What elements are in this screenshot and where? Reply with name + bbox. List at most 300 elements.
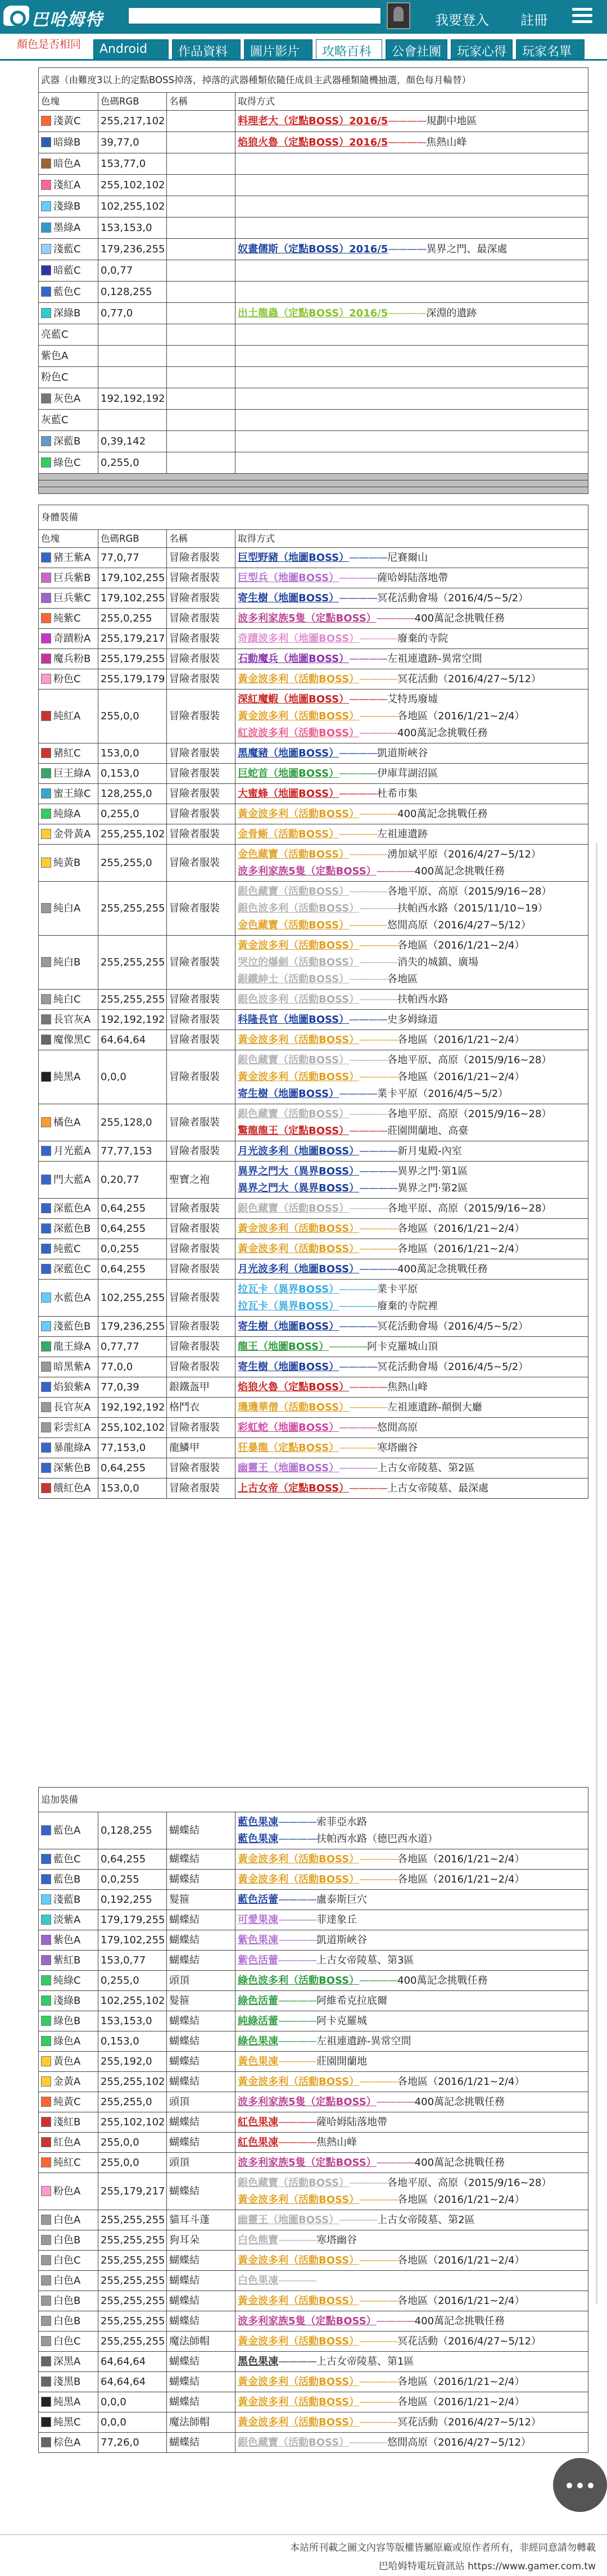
boss-link[interactable]: 銀鐵紳士（活動BOSS）	[238, 973, 350, 985]
drop-location: 扶帕西水路（德巴西水道）	[316, 1833, 438, 1845]
dash-separator: ————	[359, 632, 398, 645]
color-swatch	[41, 1264, 51, 1274]
drop-location: 上古女帝陵墓、第1區	[316, 2355, 414, 2368]
boss-link[interactable]: 大蜜蜂（地圖BOSS）	[238, 787, 339, 800]
color-swatch	[41, 2275, 51, 2285]
boss-link[interactable]: 狂暴龍（定點BOSS）	[238, 1441, 339, 1454]
boss-link[interactable]: 彩虹蛇（地圖BOSS）	[238, 1421, 339, 1434]
boss-link[interactable]: 黃金波多利（活動BOSS）	[238, 2416, 360, 2428]
boss-link[interactable]: 出土龍蟲（定點BOSS）2016/5	[238, 307, 388, 319]
boss-link[interactable]: 黃金波多利（活動BOSS）	[238, 939, 360, 951]
color-swatch	[41, 674, 51, 684]
boss-link[interactable]: 寄生樹（地圖BOSS）	[238, 1320, 339, 1332]
color-name: 暴龍綠A	[53, 1441, 91, 1454]
drop-location: 業卡平原（2016/4/5~5/2）	[377, 1087, 509, 1100]
boss-link[interactable]: 焰狼火魯（定點BOSS）	[238, 1381, 350, 1393]
color-swatch	[41, 633, 51, 643]
color-swatch	[41, 1854, 51, 1864]
dash-separator: ————	[359, 2294, 398, 2307]
scrollbar-track[interactable]	[596, 843, 597, 2304]
boss-link[interactable]: 月光波多利（地圖BOSS）	[238, 1263, 360, 1275]
drop-location: 400萬記念挑戰任務	[397, 1263, 488, 1275]
drop-location: 消失的城鎮、廣場	[397, 956, 479, 968]
drop-location: 各地區（2016/1/21~2/4）	[397, 1222, 525, 1235]
drop-source	[238, 745, 586, 762]
dash-separator: ————	[349, 693, 388, 705]
color-swatch	[41, 1915, 51, 1925]
color-swatch	[41, 593, 51, 603]
boss-link[interactable]: 黃色果凍	[238, 2055, 278, 2067]
table-row: 暗綠B 39,77,0 焰狼火魯（定點BOSS）2016/5————焦熱山峰	[39, 132, 588, 153]
color-swatch	[41, 2186, 51, 2196]
drop-source	[238, 1052, 586, 1069]
drop-source	[238, 2333, 586, 2350]
boss-link[interactable]: 銀色藏寶（活動BOSS）	[238, 885, 350, 897]
boss-link[interactable]: 科隆長官（地圖BOSS）	[238, 1013, 350, 1026]
boss-link[interactable]: 銀色波多利（活動BOSS）	[238, 993, 360, 1005]
color-swatch	[41, 2235, 51, 2245]
boss-link[interactable]: 黃金波多利（活動BOSS）	[238, 808, 360, 820]
dash-separator: ————	[376, 612, 415, 624]
dash-separator: ————	[359, 2416, 398, 2428]
boss-link[interactable]: 綠色活蕾	[238, 1994, 278, 2007]
color-swatch	[41, 1825, 51, 1835]
table-row: 金骨黃A 255,255,102 冒險者服裝 金骨蜥（活動BOSS）————左祖連遺跡	[39, 824, 588, 845]
dash-separator: ————	[388, 136, 427, 148]
color-name: 暗綠B	[53, 136, 81, 148]
table-row	[39, 324, 588, 346]
drop-source	[238, 2212, 586, 2229]
color-swatch	[41, 2076, 51, 2087]
avatar[interactable]	[387, 2, 410, 29]
tab-2[interactable]: 圖片影片	[244, 39, 312, 59]
column-header: 色碼RGB	[98, 93, 167, 111]
boss-link[interactable]: 巨蛇首（地圖BOSS）	[238, 767, 339, 779]
boss-link[interactable]: 拉瓦卡（異界BOSS）	[238, 1283, 339, 1295]
table-row: 綠色B 153,153,0 蝴蝶結 純綠活蕾————阿卡克羅城	[39, 2011, 588, 2031]
boss-link[interactable]: 金色藏寶（活動BOSS）	[238, 919, 350, 931]
color-swatch	[41, 1117, 51, 1127]
color-name: 白色C	[53, 2335, 81, 2347]
table-row: 門大藍A 0,20,77 聖寶之袍 異界之門大（異界BOSS）————異界之門‧第1區 異界之門大（異界BOSS）————異界之門‧第2區	[39, 1162, 588, 1199]
drop-location: 凱道斯峽谷	[377, 747, 428, 759]
table-row: 暴龍綠A 77,153,0 龍鱗甲 狂暴龍（定點BOSS）————寒塔幽谷	[39, 1438, 588, 1458]
boss-link[interactable]: 銀色藏寶（活動BOSS）	[238, 1054, 350, 1066]
more-actions-button[interactable]	[553, 2458, 607, 2512]
color-swatch	[41, 2397, 51, 2407]
color-name: 純白C	[53, 993, 81, 1005]
drop-source	[238, 1952, 586, 1969]
color-swatch	[41, 393, 51, 403]
drop-source	[238, 937, 586, 954]
boss-link[interactable]: 紅色果凍	[238, 2136, 278, 2148]
dash-separator: ————	[278, 2136, 316, 2148]
boss-link[interactable]: 黃金波多利（活動BOSS）	[238, 1033, 360, 1046]
table-row: 巨王綠A 0,153,0 冒險者服裝 巨蛇首（地圖BOSS）————伊庫茸湖沼區	[39, 764, 588, 784]
boss-link[interactable]: 金色藏寶（活動BOSS）	[238, 848, 350, 860]
boss-link[interactable]: 可愛果凍	[238, 1913, 278, 1926]
boss-link[interactable]: 石動魔兵（地圖BOSS）	[238, 652, 350, 665]
boss-link[interactable]: 銀色藏寶（活動BOSS）	[238, 2176, 350, 2189]
color-name: 墨綠A	[53, 221, 81, 234]
weapon-color-table	[38, 67, 588, 494]
boss-link[interactable]: 黑色果凍	[238, 2355, 278, 2368]
drop-source	[238, 2175, 586, 2192]
boss-link[interactable]: 焰狼火魯（定點BOSS）2016/5	[238, 136, 388, 148]
table-row: 奇蹟粉A 255,179,217 冒險者服裝 奇蹟波多利（地圖BOSS）————廢棄的寺院	[39, 629, 588, 649]
boss-link[interactable]: 黃金波多利（活動BOSS）	[238, 1853, 360, 1865]
color-name: 長官灰A	[53, 1401, 91, 1413]
table-row: 長官灰A 192,192,192 冒險者服裝 科隆長官（地圖BOSS）————史多姆綠道	[39, 1010, 588, 1030]
boss-link[interactable]: 白色果凍	[238, 2274, 278, 2287]
color-swatch	[41, 1292, 51, 1303]
color-name: 白色B	[53, 2315, 81, 2327]
color-swatch	[41, 2377, 51, 2387]
color-name: 淺藍B	[53, 1893, 81, 1906]
table-row: 深藍色B 0,64,255 冒險者服裝 黃金波多利（活動BOSS）————各地區（2016/1/21~2/4）	[39, 1219, 588, 1239]
boss-link[interactable]: 波多利家族5隻（定點BOSS）	[238, 2096, 377, 2108]
boss-link[interactable]: 藍色果凍	[238, 1816, 278, 1828]
dash-separator: ————	[278, 2015, 316, 2027]
table-row: 純白C 255,255,255 冒險者服裝 銀色波多利（活動BOSS）————扶帕西水路	[39, 990, 588, 1010]
dash-separator: ————	[278, 1994, 316, 2007]
tab-3[interactable]: 攻略百科	[316, 39, 382, 59]
drop-location: 400萬記念挑戰任務	[414, 612, 505, 624]
boss-link[interactable]: 異界之門大（異界BOSS）	[238, 1182, 360, 1194]
boss-link[interactable]: 黃金波多利（活動BOSS）	[238, 2375, 360, 2388]
boss-link[interactable]: 黃金波多利（活動BOSS）	[238, 2335, 360, 2347]
drop-source	[238, 570, 586, 587]
color-name: 白色A	[53, 2214, 81, 2226]
footer-site: 巴哈姆特電玩資訊站 https://www.gamer.com.tw	[378, 2561, 596, 2572]
dash-separator: ————	[376, 2096, 415, 2108]
table-row: 白色C 255,255,255 蝴蝶結 黃金波多利（活動BOSS）————各地區（2016/1/21~2/4）	[39, 2251, 588, 2271]
boss-link[interactable]: 寄生樹（地圖BOSS）	[238, 1087, 339, 1100]
drop-location: 各地平原、高原（2015/9/16~28）	[387, 1054, 552, 1066]
table-row: 紅色A 255,0,0 蝴蝶結 紅色果凍————焦熱山峰	[39, 2133, 588, 2153]
color-swatch	[41, 1321, 51, 1331]
boss-link[interactable]: 紅波波多利（活動BOSS）	[238, 727, 360, 739]
drop-location: 400萬記念挑戰任務	[414, 865, 505, 877]
dash-separator: ————	[359, 1071, 398, 1083]
table-row: 焰狼紫A 77,0,39 銀鐵盔甲 焰狼火魯（定點BOSS）————焦熱山峰	[39, 1377, 588, 1398]
boss-link[interactable]: 綠色果凍	[238, 2035, 278, 2047]
boss-link[interactable]: 寄生樹（地圖BOSS）	[238, 592, 339, 604]
table-row: 純綠C 0,255,0 頭頂 綠色波多利（活動BOSS）————400萬記念挑戰任務	[39, 1971, 588, 1991]
color-name: 紫紅B	[53, 1954, 81, 1966]
boss-link[interactable]: 黃金波多利（活動BOSS）	[238, 2193, 360, 2206]
drop-location: 廢棄的寺院裡	[377, 1300, 438, 1312]
drop-location: 冥花活動（2016/4/27~5/12）	[397, 673, 541, 685]
boss-link[interactable]: 黃金波多利（活動BOSS）	[238, 673, 360, 685]
table-row: 純黃B 255,255,0 冒險者服裝 金色藏寶（活動BOSS）————湧加斌平原（2016/4/27~5/12） 波多利家族5隻（定點BOSS）————400萬記念挑戰任務	[39, 845, 588, 882]
color-name: 深藍B	[53, 435, 81, 447]
separator-row	[39, 474, 588, 480]
drop-location: 各地平原、高原（2015/9/16~28）	[387, 2176, 552, 2189]
color-swatch	[41, 1463, 51, 1473]
footer-copyright: 本站所刊載之圖文內容等版權皆屬原廠或原作者所有，非經同意請勿轉載	[290, 2542, 596, 2554]
drop-source	[238, 765, 586, 782]
color-name: 淺藍C	[53, 243, 81, 255]
boss-link[interactable]: 波多利家族5隻（定點BOSS）	[238, 2156, 377, 2169]
dash-separator: ————	[349, 1013, 388, 1026]
boss-link[interactable]: 幽靈王（地圖BOSS）	[238, 1462, 339, 1474]
color-swatch	[41, 1174, 51, 1185]
dash-separator: ————	[359, 2396, 398, 2408]
boss-link[interactable]: 黃金波多利（活動BOSS）	[238, 2075, 360, 2088]
table-row: 暗藍C 0,0,77	[39, 260, 588, 282]
color-swatch	[41, 436, 51, 446]
color-name: 魔像黑C	[53, 1033, 91, 1046]
prev-page-hint[interactable]: 顏色是否相同	[17, 38, 81, 51]
color-swatch	[41, 1035, 51, 1045]
drop-source	[238, 2414, 586, 2431]
drop-source	[238, 590, 586, 607]
boss-link[interactable]: 黃金波多利（活動BOSS）	[238, 2294, 360, 2307]
drop-source	[238, 651, 586, 668]
drop-source	[238, 708, 586, 725]
hamburger-menu-icon[interactable]	[572, 8, 592, 26]
boss-link[interactable]: 紅色果凍	[238, 2116, 278, 2128]
boss-link[interactable]: 銀色藏寶（活動BOSS）	[238, 1202, 350, 1214]
dash-separator: ————	[359, 956, 398, 968]
drop-location: 艾特馬廢墟	[387, 693, 438, 705]
drop-source	[238, 1932, 586, 1949]
drop-location: 深淵的遺跡	[426, 307, 477, 319]
drop-source	[238, 971, 586, 988]
drop-location: 悠閒高原	[377, 1421, 418, 1434]
boss-link[interactable]: 波多利家族5隻（定點BOSS）	[238, 612, 377, 624]
dash-separator: ————	[278, 1913, 316, 1926]
drop-location: 冥花活動會場（2016/4/5~5/2）	[377, 1360, 529, 1373]
dash-separator: ————	[376, 2156, 415, 2169]
boss-link[interactable]: 幽靈王（地圖BOSS）	[238, 2214, 339, 2226]
drop-source	[238, 1106, 586, 1123]
boss-link[interactable]: 巨型兵（地圖BOSS）	[238, 572, 339, 584]
boss-link[interactable]: 白色熊寶	[238, 2234, 278, 2246]
color-swatch	[41, 903, 51, 913]
dash-separator: ————	[339, 1283, 378, 1295]
boss-link[interactable]: 上古女帝（定點BOSS）	[238, 1482, 350, 1494]
drop-location: 各地區（2016/1/21~2/4）	[397, 2075, 525, 2088]
drop-source	[238, 2293, 586, 2310]
boss-link[interactable]: 銀色波多利（活動BOSS）	[238, 902, 360, 914]
boss-link[interactable]: 黃金波多利（活動BOSS）	[238, 2396, 360, 2408]
table-row: 淡紫A 179,179,255 蝴蝶結 可愛果凍————菲達象丘	[39, 1910, 588, 1930]
site-logo[interactable]	[3, 4, 116, 28]
boss-link[interactable]: 璣璣華僧（活動BOSS）	[238, 1401, 350, 1413]
table-row: 深紫色B 0,64,255 冒險者服裝 幽靈王（地圖BOSS）————上古女帝陵墓、第2區	[39, 1458, 588, 1479]
tab-5[interactable]: 玩家心得	[451, 39, 513, 59]
boss-link[interactable]: 銀色藏寶（活動BOSS）	[238, 1108, 350, 1120]
drop-source	[238, 846, 586, 863]
drop-location: 異界之門、最深處	[426, 243, 508, 255]
boss-link[interactable]: 拉瓦卡（異界BOSS）	[238, 1300, 339, 1312]
login-link[interactable]: 我要登入	[435, 12, 489, 28]
search-input[interactable]	[128, 7, 381, 24]
boss-link[interactable]: 銀色藏寶（活動BOSS）	[238, 2436, 350, 2448]
boss-link[interactable]: 異界之門大（異界BOSS）	[238, 1165, 360, 1177]
drop-location: 盧泰斯巨穴	[316, 1893, 367, 1906]
boss-link[interactable]: 黃金波多利（活動BOSS）	[238, 1873, 360, 1885]
boss-link[interactable]: 紫色活蕾	[238, 1954, 278, 1966]
drop-source	[238, 1480, 586, 1497]
column-header: 名稱	[167, 93, 235, 111]
color-name: 深藍色B	[53, 1222, 91, 1235]
table-row: 白色A 255,255,255 貓耳斗蓬 幽靈王（地圖BOSS）————上古女帝陵墓、第2區	[39, 2210, 588, 2230]
color-swatch	[41, 223, 51, 233]
table-row: 暗黑紫A 77,0,0 冒險者服裝 寄生樹（地圖BOSS）————冥花活動會場（2016/4/5~5/2）	[39, 1357, 588, 1377]
drop-source	[238, 305, 586, 322]
table-row: 純黑A 0,0,0 蝴蝶結 黃金波多利（活動BOSS）————各地區（2016/1/21~2/4）	[39, 2392, 588, 2412]
color-name: 純黑A	[53, 1071, 81, 1083]
drop-location: 冥花活動（2016/4/27~5/12）	[397, 2416, 541, 2428]
drop-source	[238, 2232, 586, 2249]
drop-source	[238, 1912, 586, 1929]
color-swatch	[41, 180, 51, 190]
drop-source	[238, 1419, 586, 1436]
tab-0[interactable]: Android	[93, 39, 169, 59]
boss-link[interactable]: 波多利家族5隻（定點BOSS）	[238, 865, 377, 877]
drop-location: 冥花活動（2016/4/27~5/12）	[397, 2335, 541, 2347]
table-row: 藍色A 0,128,255 蝴蝶結 藍色果凍————索菲亞水路 藍色果凍————扶帕西水路（德巴西水道）	[39, 1812, 588, 1849]
color-name: 綠色B	[53, 2015, 81, 2027]
drop-location: 400萬記念挑戰任務	[397, 1974, 488, 1987]
drop-source	[238, 2053, 586, 2070]
color-name: 白色B	[53, 2294, 81, 2307]
color-name: 月光藍A	[53, 1145, 91, 1157]
boss-link[interactable]: 寄生樹（地圖BOSS）	[238, 1360, 339, 1373]
tab-4[interactable]: 公會社團	[386, 39, 447, 59]
boss-link[interactable]: 驚龍龍王（定點BOSS）	[238, 1124, 350, 1137]
table-row	[39, 367, 588, 388]
color-name: 暗色A	[53, 157, 81, 170]
color-name: 紅色A	[53, 2136, 81, 2148]
boss-link[interactable]: 黃金波多利（活動BOSS）	[238, 1242, 360, 1255]
drop-location: 左祖連遺跡	[377, 828, 428, 840]
color-name: 純白B	[53, 956, 81, 968]
tab-6[interactable]: 玩家名單	[516, 39, 585, 59]
color-name: 藍色A	[53, 1824, 81, 1836]
section-title: 武器（由難度3以上的定點BOSS掉落，掉落的武器種類依隨任成員主武器種類隨機抽選，顏色每月輪替）	[39, 68, 588, 93]
boss-link[interactable]: 藍色果凍	[238, 1833, 278, 1845]
boss-link[interactable]: 奇蹟波多利（地圖BOSS）	[238, 632, 360, 645]
color-name: 蜜王綠C	[53, 787, 91, 800]
drop-location: 各地區（2016/1/21~2/4）	[397, 1071, 525, 1083]
color-swatch	[41, 1223, 51, 1233]
boss-link[interactable]: 料理老大（定點BOSS）2016/5	[238, 115, 388, 127]
color-name: 純紅C	[53, 2156, 81, 2169]
color-swatch	[41, 201, 51, 211]
drop-location: 業卡平原	[377, 1283, 418, 1295]
table-row: 純黑A 0,0,0 冒險者服裝 銀色藏寶（活動BOSS）————各地平原、高原（2015/9/16~28） 黃金波多利（活動BOSS）————各地區（2016/1/21~2/4） 寄生樹（地圖BOSS）————業卡平原（2016/4/5~5/2）	[39, 1050, 588, 1104]
color-swatch	[41, 1996, 51, 2006]
dash-separator: ————	[278, 2274, 316, 2287]
drop-source	[238, 2313, 586, 2330]
drop-location: 扶帕西水路	[397, 993, 449, 1005]
table-row: 粉色A 255,179,217 蝴蝶結 銀色藏寶（活動BOSS）————各地平原、高原（2015/9/16~28） 黃金波多利（活動BOSS）————各地區（2016/1/21~2/4）	[39, 2173, 588, 2210]
color-name: 金骨黃A	[53, 828, 91, 840]
color-name: 藍色B	[53, 1873, 81, 1885]
drop-source	[238, 863, 586, 880]
drop-source	[238, 1851, 586, 1868]
boss-link[interactable]: 紫色果凍	[238, 1934, 278, 1946]
dash-separator: ————	[339, 2214, 378, 2226]
color-swatch	[41, 1362, 51, 1372]
drop-location: 各地區（2016/1/21~2/4）	[397, 2254, 525, 2266]
boss-link[interactable]: 波多利家族5隻（定點BOSS）	[238, 2315, 377, 2327]
drop-location: 上古女帝陵墓、第3區	[316, 1954, 414, 1966]
table-row: 紫色A 179,102,255 蝴蝶結 紫色果凍————凱道斯峽谷	[39, 1930, 588, 1951]
drop-location: 各地區	[387, 973, 418, 985]
boss-link[interactable]: 奴畫儒斯（定點BOSS）2016/5	[238, 243, 388, 255]
drop-location: 上古女帝陵墓、最深處	[387, 1482, 489, 1494]
color-name: 純綠A	[53, 808, 81, 820]
boss-link[interactable]: 哭泣的爆劍（活動BOSS）	[238, 956, 360, 968]
drop-location: 索菲亞水路	[316, 1816, 367, 1828]
dash-separator: ————	[359, 1033, 398, 1046]
boss-link[interactable]: 金骨蜥（活動BOSS）	[238, 828, 339, 840]
table-row: 純黑C 0,0,0 魔法師帽 黃金波多利（活動BOSS）————冥花活動（2016/4/27~5/12）	[39, 2412, 588, 2433]
tab-1[interactable]: 作品資料	[172, 39, 241, 59]
boss-link[interactable]: 月光波多利（地圖BOSS）	[238, 1145, 360, 1157]
color-swatch	[41, 2255, 51, 2265]
table-row: 白色A 255,255,255 蝴蝶結 白色果凍————	[39, 2271, 588, 2291]
color-name: 暗藍C	[53, 264, 81, 276]
boss-link[interactable]: 藍色活蕾	[238, 1893, 278, 1906]
body-equip-table	[38, 505, 588, 1499]
boss-link[interactable]: 黃金波多利（活動BOSS）	[238, 1071, 360, 1083]
register-link[interactable]: 註冊	[520, 12, 547, 28]
boss-link[interactable]: 綠色波多利（活動BOSS）	[238, 1974, 360, 1987]
drop-location: 冥花活動會場（2016/4/5~5/2）	[377, 592, 529, 604]
boss-link[interactable]: 巨型野豬（地圖BOSS）	[238, 551, 350, 564]
table-row: 淺藍C 179,236,255 奴畫儒斯（定點BOSS）2016/5————異界之門、最深處	[39, 239, 588, 260]
color-swatch	[41, 957, 51, 967]
color-swatch	[41, 1244, 51, 1254]
table-row: 豬王紫A 77,0,77 冒險者服裝 巨型野豬（地圖BOSS）————尼賽爾山	[39, 548, 588, 568]
color-name: 巨兵紫C	[53, 592, 91, 604]
table-row	[39, 410, 588, 431]
boss-link[interactable]: 黃金波多利（活動BOSS）	[238, 710, 360, 722]
color-swatch	[41, 1483, 51, 1493]
color-swatch	[41, 788, 51, 799]
dash-separator: ————	[376, 865, 415, 877]
boss-link[interactable]: 黃金波多利（活動BOSS）	[238, 2254, 360, 2266]
dash-separator: ————	[278, 2234, 316, 2246]
dash-separator: ————	[359, 902, 398, 914]
dash-separator: ————	[349, 1381, 388, 1393]
boss-link[interactable]: 黃金波多利（活動BOSS）	[238, 1222, 360, 1235]
boss-link[interactable]: 龍王（地圖BOSS）	[238, 1340, 329, 1353]
drop-source	[238, 1892, 586, 1908]
drop-source	[238, 1440, 586, 1457]
boss-link[interactable]: 深紅魔蝦（地圖BOSS）	[238, 693, 350, 705]
drop-source	[238, 1261, 586, 1278]
column-header: 取得方式	[235, 93, 588, 111]
color-swatch	[41, 2316, 51, 2326]
table-row: 淺黑B 64,64,64 蝴蝶結 黃金波多利（活動BOSS）————各地區（2016/1/21~2/4）	[39, 2372, 588, 2392]
drop-location: 各地平原、高原（2015/9/16~28）	[387, 1108, 552, 1120]
boss-link[interactable]: 黑魔豬（地圖BOSS）	[238, 747, 339, 759]
boss-link[interactable]: 純綠活蕾	[238, 2015, 278, 2027]
color-swatch	[41, 287, 51, 297]
drop-location: 尼賽爾山	[387, 551, 428, 564]
drop-source	[238, 2114, 586, 2131]
table-row: 白色B 255,255,255 蝴蝶結 波多利家族5隻（定點BOSS）————400萬記念挑戰任務	[39, 2311, 588, 2332]
drop-location: 左祖連遺跡-異常空間	[316, 2035, 411, 2047]
color-swatch	[41, 244, 51, 254]
